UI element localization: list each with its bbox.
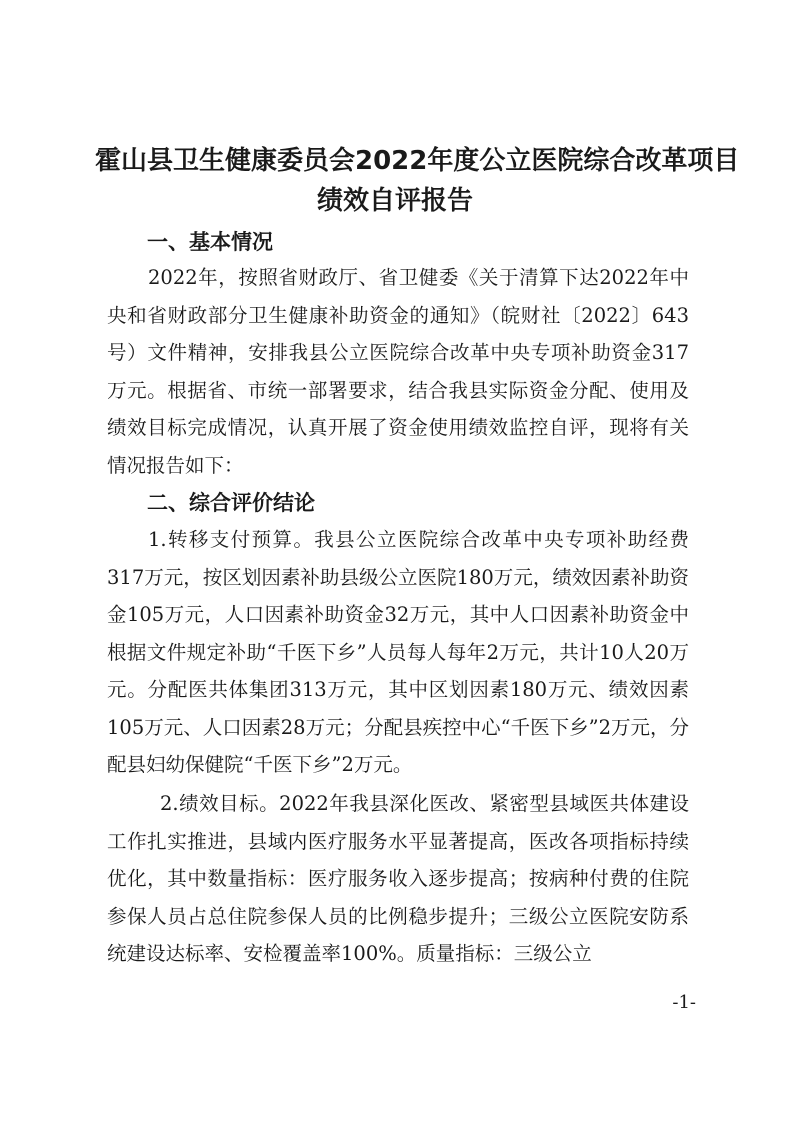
page-number: -1- — [672, 992, 696, 1013]
budget-paragraph: 1.转移支付预算。我县公立医院综合改革中央专项补助经费317万元，按区划因素补助县级公立医院180万元，绩效因素补助资金105万元，人口因素补助资金32万元，其中人口因素补助资金中根据文件规定补助“千医下乡”人员每人每年2万元，共计10人20万元。分配医共体集团313万元，其中区划因素180万元、绩效因素105万元、人口因素28万元；分配县疾控中心“千医下乡”2万元，分配县妇幼保健院“千医下乡”2万元。 — [107, 528, 689, 776]
basic-info-paragraph: 2022年，按照省财政厅、省卫健委《关于清算下达2022年中央和省财政部分卫生健康补助资金的通知》（皖财社〔2022〕643号）文件精神，安排我县公立医院综合改革中央专项补助资金317万元。根据省、市统一部署要求，结合我县实际资金分配、使用及绩效目标完成情况，认真开展了资金使用绩效监控自评，现将有关情况报告如下： — [107, 266, 689, 477]
document-title-line-1: 霍山县卫生健康委员会2022年度公立医院综合改革项目 — [95, 146, 740, 176]
document-title-line-2: 绩效自评报告 — [316, 186, 473, 216]
section-heading-basic-info: 一、基本情况 — [147, 230, 273, 254]
section-heading-evaluation-conclusion: 二、综合评价结论 — [147, 491, 315, 515]
performance-goal-paragraph: 2.绩效目标。2022年我县深化医改、紧密型县域医共体建设工作扎实推进，县域内医疗服务水平显著提高，医改各项指标持续优化，其中数量指标：医疗服务收入逐步提高；按病种付费的住院参保人员占总住院参保人员的比例稳步提升；三级公立医院安防系统建设达标率、安检覆盖率100%。质量指标：三级公立 — [107, 792, 689, 965]
